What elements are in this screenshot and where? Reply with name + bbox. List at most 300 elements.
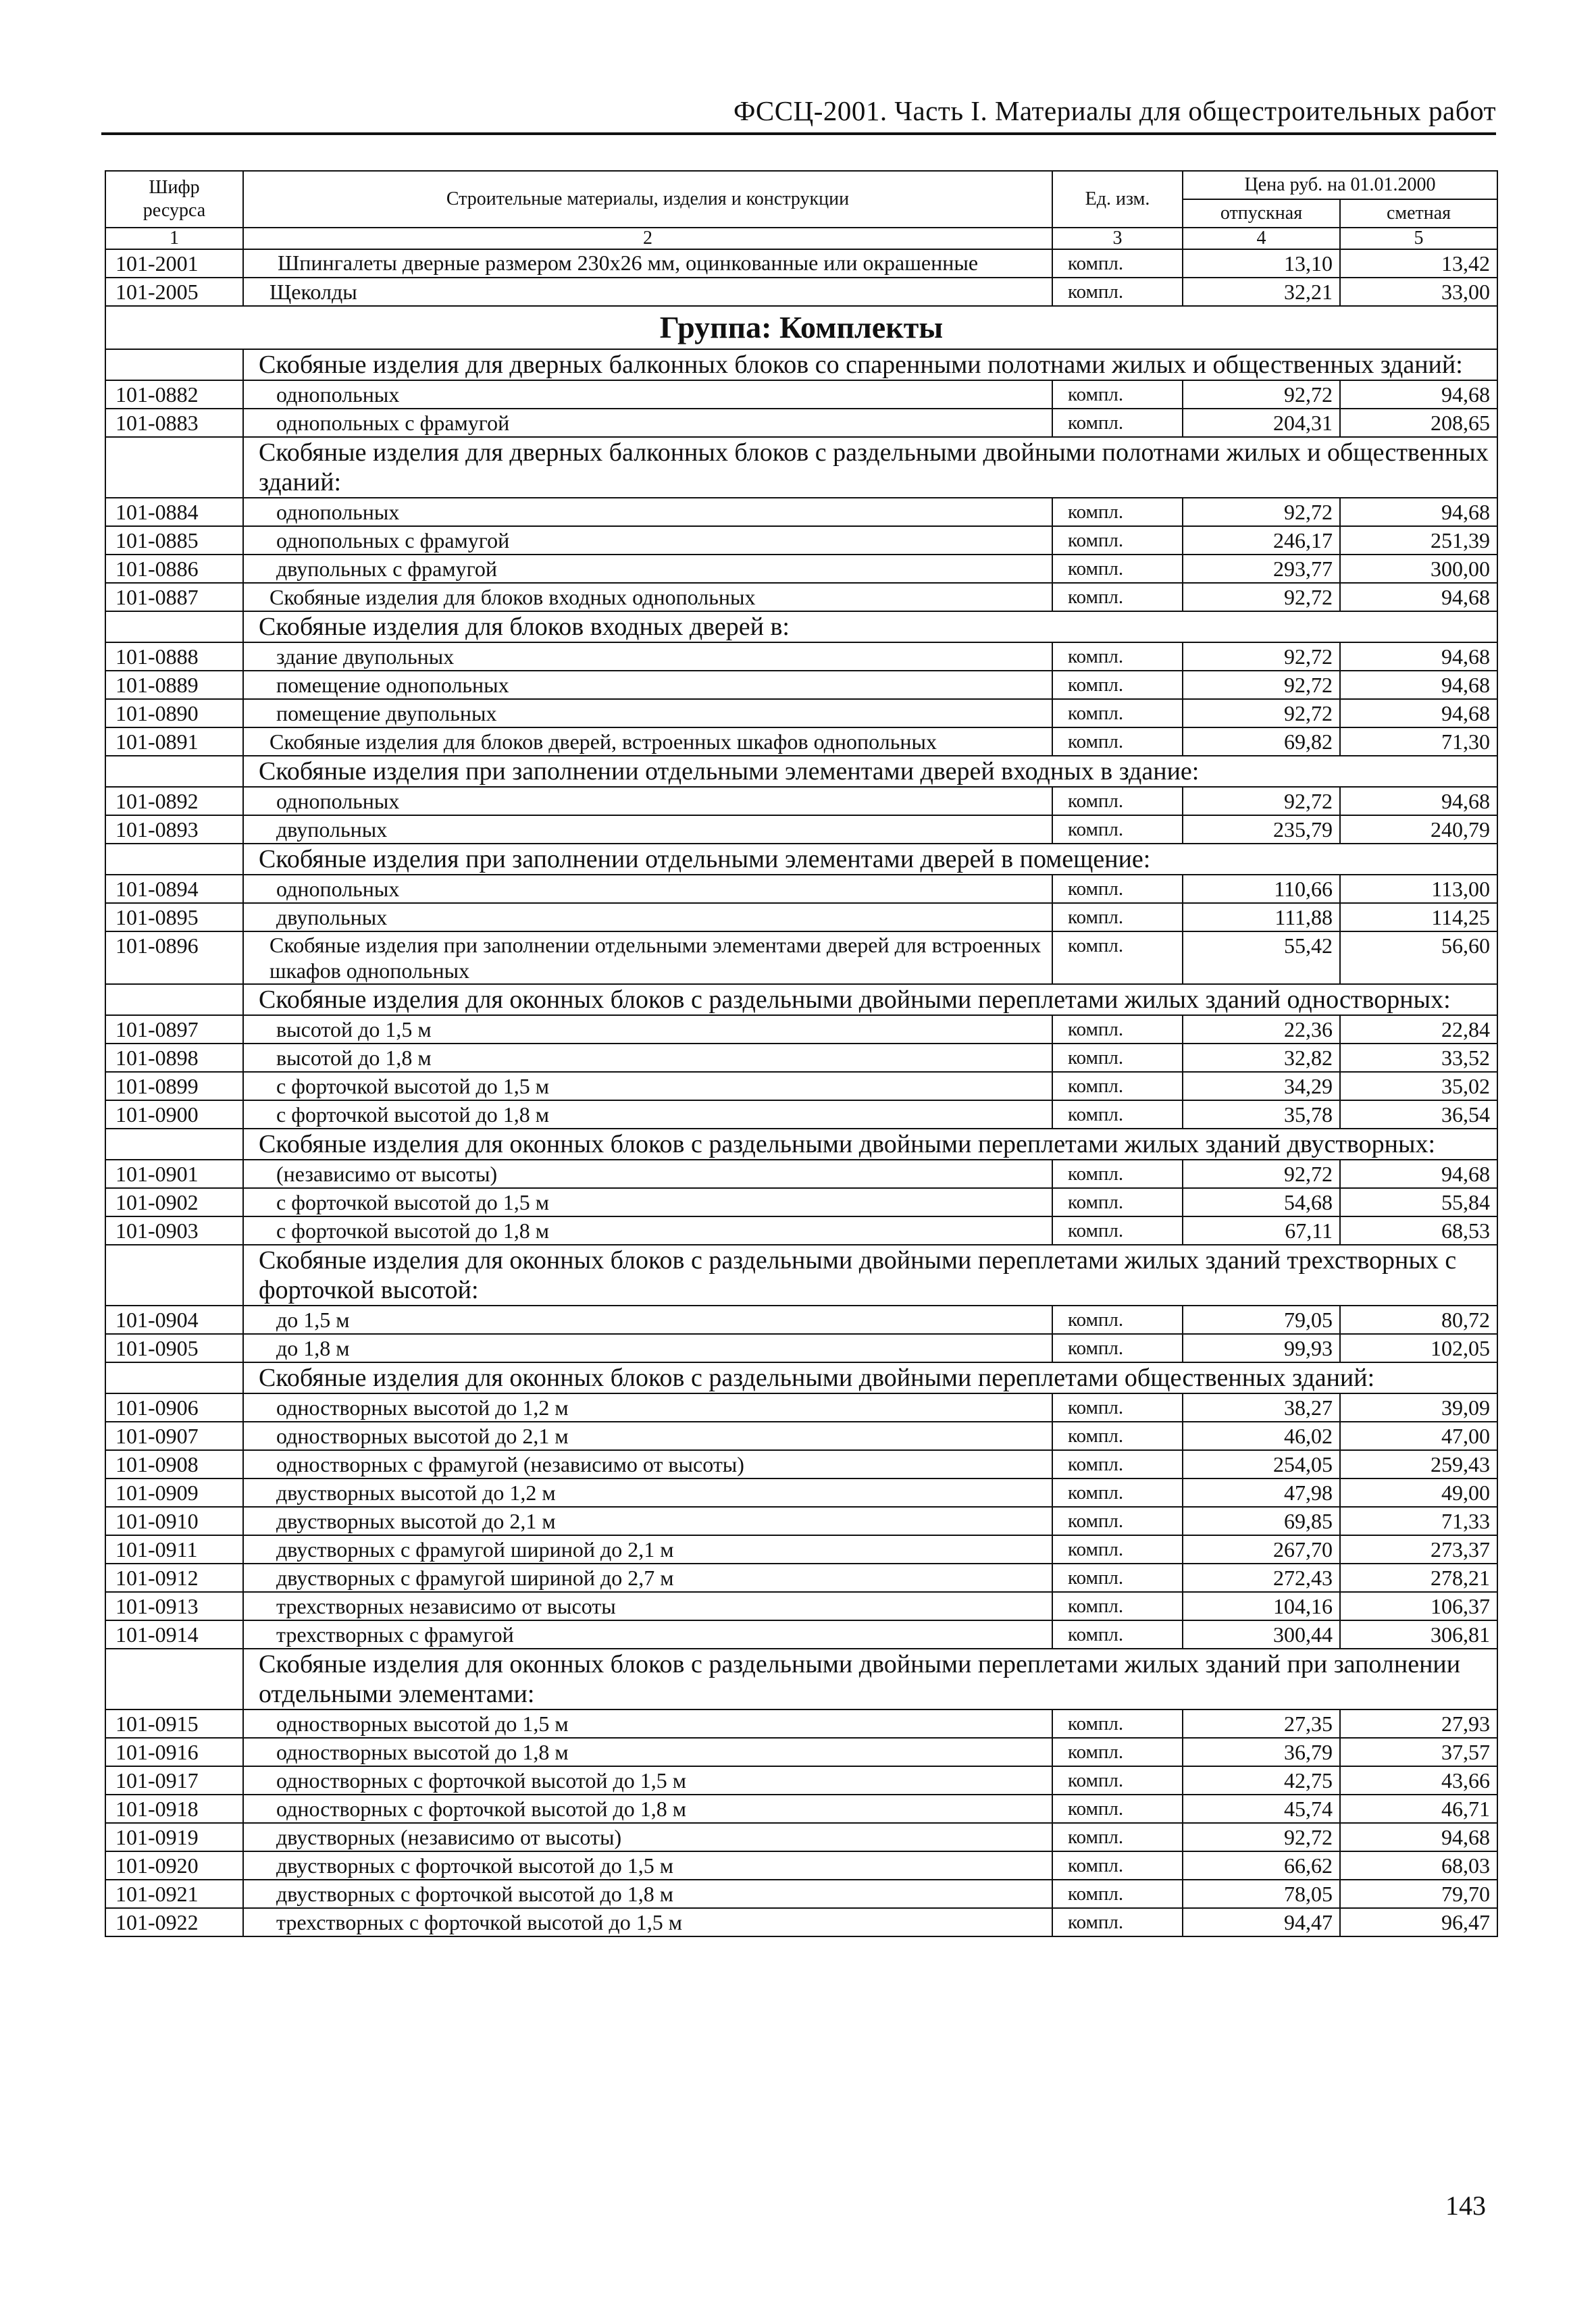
unit-of-measure: компл.: [1052, 1450, 1183, 1479]
col-number: 4: [1183, 228, 1340, 249]
release-price: 32,82: [1183, 1044, 1340, 1072]
release-price: 69,85: [1183, 1507, 1340, 1535]
section-heading-spacer: [105, 984, 243, 1015]
unit-of-measure: компл.: [1052, 931, 1183, 984]
table-row: [105, 1766, 1497, 1795]
unit-of-measure: компл.: [1052, 642, 1183, 671]
col-header-name: Строительные материалы, изделия и конструкции: [243, 171, 1052, 228]
item-name: однопольных: [243, 498, 1052, 526]
col-number: 5: [1340, 228, 1497, 249]
table-head: [105, 171, 1497, 249]
unit-of-measure: компл.: [1052, 583, 1183, 611]
col-header-release: отпускная: [1183, 199, 1340, 228]
table-row: [105, 1564, 1497, 1592]
price-table: [105, 170, 1498, 1937]
unit-of-measure: компл.: [1052, 1880, 1183, 1908]
resource-code: 101-0916: [105, 1738, 243, 1766]
section-heading: Скобяные изделия при заполнении отдельными элементами дверей в помещение:: [243, 844, 1497, 875]
col-number: 3: [1052, 228, 1183, 249]
page-number: 143: [1445, 2190, 1486, 2221]
resource-code: 101-0920: [105, 1851, 243, 1880]
release-price: 92,72: [1183, 498, 1340, 526]
column-numbers-row: [105, 228, 1497, 249]
release-price: 67,11: [1183, 1216, 1340, 1245]
estimate-price: 278,21: [1340, 1564, 1497, 1592]
section-heading: Скобяные изделия для дверных балконных блоков со спаренными полотнами жилых и общественных зданий:: [243, 349, 1497, 380]
unit-of-measure: компл.: [1052, 1823, 1183, 1851]
resource-code: 101-0884: [105, 498, 243, 526]
table-row: [105, 1044, 1497, 1072]
estimate-price: 94,68: [1340, 699, 1497, 727]
item-name: двустворных с форточкой высотой до 1,5 м: [243, 1851, 1052, 1880]
estimate-price: 71,33: [1340, 1507, 1497, 1535]
resource-code: 101-0912: [105, 1564, 243, 1592]
unit-of-measure: компл.: [1052, 1334, 1183, 1362]
release-price: 104,16: [1183, 1592, 1340, 1620]
release-price: 42,75: [1183, 1766, 1340, 1795]
resource-code: 101-0890: [105, 699, 243, 727]
release-price: 92,72: [1183, 671, 1340, 699]
resource-code: 101-0921: [105, 1880, 243, 1908]
unit-of-measure: компл.: [1052, 1160, 1183, 1188]
table-row: [105, 1479, 1497, 1507]
unit-of-measure: компл.: [1052, 1422, 1183, 1450]
unit-of-measure: компл.: [1052, 1908, 1183, 1936]
col-header-estimate: сметная: [1340, 199, 1497, 228]
item-name: Скобяные изделия для блоков входных однопольных: [243, 583, 1052, 611]
unit-of-measure: компл.: [1052, 526, 1183, 555]
section-heading: Скобяные изделия при заполнении отдельными элементами дверей входных в здание:: [243, 756, 1497, 787]
table-row: [105, 278, 1497, 306]
estimate-price: 94,68: [1340, 583, 1497, 611]
section-heading-row: [105, 1362, 1497, 1393]
table-row: [105, 787, 1497, 815]
item-name: Скобяные изделия для блоков дверей, встроенных шкафов однопольных: [243, 727, 1052, 756]
resource-code: 101-0901: [105, 1160, 243, 1188]
resource-code: 101-0897: [105, 1015, 243, 1044]
unit-of-measure: компл.: [1052, 1851, 1183, 1880]
unit-of-measure: компл.: [1052, 1188, 1183, 1216]
item-name: здание двупольных: [243, 642, 1052, 671]
unit-of-measure: компл.: [1052, 727, 1183, 756]
item-name: двупольных с фрамугой: [243, 555, 1052, 583]
release-price: 27,35: [1183, 1709, 1340, 1738]
estimate-price: 94,68: [1340, 380, 1497, 409]
release-price: 92,72: [1183, 699, 1340, 727]
col-header-code: Шифр ресурса: [105, 171, 243, 228]
unit-of-measure: компл.: [1052, 1738, 1183, 1766]
estimate-price: 22,84: [1340, 1015, 1497, 1044]
estimate-price: 43,66: [1340, 1766, 1497, 1795]
resource-code: 101-0895: [105, 903, 243, 931]
table-row: [105, 875, 1497, 903]
unit-of-measure: компл.: [1052, 1795, 1183, 1823]
resource-code: 101-2001: [105, 249, 243, 278]
resource-code: 101-0883: [105, 409, 243, 437]
estimate-price: 49,00: [1340, 1479, 1497, 1507]
release-price: 38,27: [1183, 1393, 1340, 1422]
estimate-price: 273,37: [1340, 1535, 1497, 1564]
resource-code: 101-0919: [105, 1823, 243, 1851]
item-name: до 1,8 м: [243, 1334, 1052, 1362]
estimate-price: 36,54: [1340, 1100, 1497, 1129]
item-name: двустворных высотой до 1,2 м: [243, 1479, 1052, 1507]
estimate-price: 80,72: [1340, 1306, 1497, 1334]
table-row: [105, 1535, 1497, 1564]
release-price: 92,72: [1183, 642, 1340, 671]
estimate-price: 46,71: [1340, 1795, 1497, 1823]
resource-code: 101-0904: [105, 1306, 243, 1334]
unit-of-measure: компл.: [1052, 1766, 1183, 1795]
unit-of-measure: компл.: [1052, 1100, 1183, 1129]
unit-of-measure: компл.: [1052, 409, 1183, 437]
table-row: [105, 671, 1497, 699]
unit-of-measure: компл.: [1052, 1620, 1183, 1649]
col-header-price-group: Цена руб. на 01.01.2000: [1183, 171, 1497, 199]
table-row: [105, 642, 1497, 671]
release-price: 293,77: [1183, 555, 1340, 583]
unit-of-measure: компл.: [1052, 1564, 1183, 1592]
estimate-price: 47,00: [1340, 1422, 1497, 1450]
release-price: 92,72: [1183, 1823, 1340, 1851]
table-row: [105, 555, 1497, 583]
table-row: [105, 498, 1497, 526]
release-price: 92,72: [1183, 1160, 1340, 1188]
estimate-price: 259,43: [1340, 1450, 1497, 1479]
group-title: Группа: Комплекты: [105, 306, 1497, 349]
release-price: 55,42: [1183, 931, 1340, 984]
unit-of-measure: компл.: [1052, 699, 1183, 727]
unit-of-measure: компл.: [1052, 1015, 1183, 1044]
release-price: 13,10: [1183, 249, 1340, 278]
resource-code: 101-0922: [105, 1908, 243, 1936]
table-row: [105, 1738, 1497, 1766]
estimate-price: 94,68: [1340, 498, 1497, 526]
estimate-price: 33,52: [1340, 1044, 1497, 1072]
item-name: с форточкой высотой до 1,8 м: [243, 1216, 1052, 1245]
unit-of-measure: компл.: [1052, 1507, 1183, 1535]
price-table-container: [105, 170, 1497, 1937]
item-name: Шпингалеты дверные размером 230х26 мм, оцинкованные или окрашенные: [243, 249, 1052, 278]
estimate-price: 113,00: [1340, 875, 1497, 903]
section-heading: Скобяные изделия для блоков входных дверей в:: [243, 611, 1497, 642]
estimate-price: 13,42: [1340, 249, 1497, 278]
item-name: однопольных с фрамугой: [243, 526, 1052, 555]
table-row: [105, 526, 1497, 555]
item-name: двустворных высотой до 2,1 м: [243, 1507, 1052, 1535]
item-name: помещение двупольных: [243, 699, 1052, 727]
unit-of-measure: компл.: [1052, 1044, 1183, 1072]
release-price: 99,93: [1183, 1334, 1340, 1362]
estimate-price: 94,68: [1340, 1823, 1497, 1851]
table-row: [105, 1015, 1497, 1044]
resource-code: 101-0902: [105, 1188, 243, 1216]
section-heading: Скобяные изделия для дверных балконных блоков с раздельными двойными полотнами жилых и общественных зданий:: [243, 437, 1497, 498]
resource-code: 101-0909: [105, 1479, 243, 1507]
release-price: 111,88: [1183, 903, 1340, 931]
section-heading: Скобяные изделия для оконных блоков с раздельными двойными переплетами жилых зданий одностворных:: [243, 984, 1497, 1015]
table-row: [105, 1393, 1497, 1422]
section-heading: Скобяные изделия для оконных блоков с раздельными двойными переплетами жилых зданий при заполнении отдельными элементами:: [243, 1649, 1497, 1709]
estimate-price: 68,03: [1340, 1851, 1497, 1880]
resource-code: 101-0898: [105, 1044, 243, 1072]
item-name: высотой до 1,8 м: [243, 1044, 1052, 1072]
estimate-price: 71,30: [1340, 727, 1497, 756]
resource-code: 101-0882: [105, 380, 243, 409]
unit-of-measure: компл.: [1052, 1479, 1183, 1507]
section-heading-spacer: [105, 1649, 243, 1709]
resource-code: 101-0891: [105, 727, 243, 756]
table-row: [105, 1620, 1497, 1649]
col-header-unit: Ед. изм.: [1052, 171, 1183, 228]
release-price: 300,44: [1183, 1620, 1340, 1649]
item-name: помещение однопольных: [243, 671, 1052, 699]
item-name: одностворных с форточкой высотой до 1,8 м: [243, 1795, 1052, 1823]
estimate-price: 94,68: [1340, 642, 1497, 671]
section-heading-row: [105, 756, 1497, 787]
section-heading-row: [105, 349, 1497, 380]
resource-code: 101-0887: [105, 583, 243, 611]
estimate-price: 55,84: [1340, 1188, 1497, 1216]
item-name: однопольных с фрамугой: [243, 409, 1052, 437]
section-heading-spacer: [105, 844, 243, 875]
section-heading: Скобяные изделия для оконных блоков с раздельными двойными переплетами жилых зданий двустворных:: [243, 1129, 1497, 1160]
col-number: 2: [243, 228, 1052, 249]
resource-code: 101-0913: [105, 1592, 243, 1620]
estimate-price: 114,25: [1340, 903, 1497, 931]
item-name: двустворных (независимо от высоты): [243, 1823, 1052, 1851]
resource-code: 101-0907: [105, 1422, 243, 1450]
table-row: [105, 931, 1497, 984]
unit-of-measure: компл.: [1052, 1592, 1183, 1620]
table-row: [105, 903, 1497, 931]
estimate-price: 37,57: [1340, 1738, 1497, 1766]
release-price: 45,74: [1183, 1795, 1340, 1823]
resource-code: 101-0905: [105, 1334, 243, 1362]
section-heading-spacer: [105, 1129, 243, 1160]
item-name: однопольных: [243, 875, 1052, 903]
estimate-price: 306,81: [1340, 1620, 1497, 1649]
release-price: 36,79: [1183, 1738, 1340, 1766]
table-row: [105, 699, 1497, 727]
table-row: [105, 1216, 1497, 1245]
table-row: [105, 1072, 1497, 1100]
resource-code: 101-0889: [105, 671, 243, 699]
item-name: двустворных с фрамугой шириной до 2,7 м: [243, 1564, 1052, 1592]
release-price: 54,68: [1183, 1188, 1340, 1216]
release-price: 79,05: [1183, 1306, 1340, 1334]
unit-of-measure: компл.: [1052, 671, 1183, 699]
item-name: одностворных высотой до 1,2 м: [243, 1393, 1052, 1422]
estimate-price: 39,09: [1340, 1393, 1497, 1422]
estimate-price: 79,70: [1340, 1880, 1497, 1908]
release-price: 272,43: [1183, 1564, 1340, 1592]
resource-code: 101-0899: [105, 1072, 243, 1100]
unit-of-measure: компл.: [1052, 249, 1183, 278]
table-row: [105, 1592, 1497, 1620]
release-price: 235,79: [1183, 815, 1340, 844]
release-price: 78,05: [1183, 1880, 1340, 1908]
estimate-price: 94,68: [1340, 1160, 1497, 1188]
resource-code: 101-0914: [105, 1620, 243, 1649]
item-name: двустворных с фрамугой шириной до 2,1 м: [243, 1535, 1052, 1564]
release-price: 92,72: [1183, 583, 1340, 611]
unit-of-measure: компл.: [1052, 1306, 1183, 1334]
unit-of-measure: компл.: [1052, 1535, 1183, 1564]
resource-code: 101-0886: [105, 555, 243, 583]
section-heading-row: [105, 611, 1497, 642]
unit-of-measure: компл.: [1052, 875, 1183, 903]
resource-code: 101-0911: [105, 1535, 243, 1564]
resource-code: 101-0896: [105, 931, 243, 984]
release-price: 46,02: [1183, 1422, 1340, 1450]
section-heading-row: [105, 984, 1497, 1015]
section-heading-spacer: [105, 611, 243, 642]
page-header-title: ФССЦ-2001. Часть I. Материалы для общестроительных работ: [733, 95, 1496, 126]
resource-code: 101-2005: [105, 278, 243, 306]
section-heading-spacer: [105, 756, 243, 787]
release-price: 32,21: [1183, 278, 1340, 306]
estimate-price: 94,68: [1340, 787, 1497, 815]
release-price: 66,62: [1183, 1851, 1340, 1880]
release-price: 35,78: [1183, 1100, 1340, 1129]
item-name: однопольных: [243, 380, 1052, 409]
table-row: [105, 1795, 1497, 1823]
item-name: однопольных: [243, 787, 1052, 815]
resource-code: 101-0903: [105, 1216, 243, 1245]
table-row: [105, 1100, 1497, 1129]
resource-code: 101-0892: [105, 787, 243, 815]
table-row: [105, 409, 1497, 437]
section-heading-row: [105, 1129, 1497, 1160]
table-row: [105, 1507, 1497, 1535]
table-row: [105, 1306, 1497, 1334]
item-name: с форточкой высотой до 1,8 м: [243, 1100, 1052, 1129]
section-heading-spacer: [105, 349, 243, 380]
section-heading-row: [105, 437, 1497, 498]
item-name: высотой до 1,5 м: [243, 1015, 1052, 1044]
unit-of-measure: компл.: [1052, 380, 1183, 409]
section-heading: Скобяные изделия для оконных блоков с раздельными двойными переплетами общественных зданий:: [243, 1362, 1497, 1393]
estimate-price: 240,79: [1340, 815, 1497, 844]
resource-code: 101-0888: [105, 642, 243, 671]
unit-of-measure: компл.: [1052, 278, 1183, 306]
section-heading-row: [105, 844, 1497, 875]
release-price: 267,70: [1183, 1535, 1340, 1564]
table-row: [105, 727, 1497, 756]
resource-code: 101-0910: [105, 1507, 243, 1535]
release-price: 246,17: [1183, 526, 1340, 555]
item-name: одностворных высотой до 1,5 м: [243, 1709, 1052, 1738]
group-title-row: [105, 306, 1497, 349]
unit-of-measure: компл.: [1052, 1709, 1183, 1738]
unit-of-measure: компл.: [1052, 1393, 1183, 1422]
table-row: [105, 1450, 1497, 1479]
item-name: трехстворных независимо от высоты: [243, 1592, 1052, 1620]
resource-code: 101-0917: [105, 1766, 243, 1795]
section-heading: Скобяные изделия для оконных блоков с раздельными двойными переплетами жилых зданий трехстворных с форточкой высотой:: [243, 1245, 1497, 1306]
table-row: [105, 1160, 1497, 1188]
item-name: трехстворных с фрамугой: [243, 1620, 1052, 1649]
table-row: [105, 1823, 1497, 1851]
table-row: [105, 583, 1497, 611]
unit-of-measure: компл.: [1052, 498, 1183, 526]
release-price: 92,72: [1183, 380, 1340, 409]
release-price: 34,29: [1183, 1072, 1340, 1100]
estimate-price: 96,47: [1340, 1908, 1497, 1936]
item-name: двупольных: [243, 903, 1052, 931]
unit-of-measure: компл.: [1052, 903, 1183, 931]
estimate-price: 102,05: [1340, 1334, 1497, 1362]
unit-of-measure: компл.: [1052, 815, 1183, 844]
table-row: [105, 1908, 1497, 1936]
release-price: 94,47: [1183, 1908, 1340, 1936]
item-name: двустворных с форточкой высотой до 1,8 м: [243, 1880, 1052, 1908]
unit-of-measure: компл.: [1052, 555, 1183, 583]
item-name: с форточкой высотой до 1,5 м: [243, 1188, 1052, 1216]
release-price: 69,82: [1183, 727, 1340, 756]
section-heading-spacer: [105, 1362, 243, 1393]
unit-of-measure: компл.: [1052, 1072, 1183, 1100]
table-row: [105, 1334, 1497, 1362]
estimate-price: 56,60: [1340, 931, 1497, 984]
estimate-price: 27,93: [1340, 1709, 1497, 1738]
resource-code: 101-0894: [105, 875, 243, 903]
item-name: до 1,5 м: [243, 1306, 1052, 1334]
release-price: 254,05: [1183, 1450, 1340, 1479]
estimate-price: 94,68: [1340, 671, 1497, 699]
page-header-rule: [101, 132, 1496, 135]
release-price: 110,66: [1183, 875, 1340, 903]
resource-code: 101-0885: [105, 526, 243, 555]
table-row: [105, 1709, 1497, 1738]
resource-code: 101-0915: [105, 1709, 243, 1738]
item-name: одностворных с фрамугой (независимо от высоты): [243, 1450, 1052, 1479]
resource-code: 101-0906: [105, 1393, 243, 1422]
item-name: одностворных высотой до 2,1 м: [243, 1422, 1052, 1450]
item-name: Скобяные изделия при заполнении отдельными элементами дверей для встроенных шкафов однопольных: [243, 931, 1052, 984]
section-heading-spacer: [105, 1245, 243, 1306]
table-row: [105, 249, 1497, 278]
resource-code: 101-0893: [105, 815, 243, 844]
unit-of-measure: компл.: [1052, 1216, 1183, 1245]
item-name: с форточкой высотой до 1,5 м: [243, 1072, 1052, 1100]
col-number: 1: [105, 228, 243, 249]
resource-code: 101-0918: [105, 1795, 243, 1823]
release-price: 22,36: [1183, 1015, 1340, 1044]
estimate-price: 300,00: [1340, 555, 1497, 583]
section-heading-row: [105, 1649, 1497, 1709]
unit-of-measure: компл.: [1052, 787, 1183, 815]
release-price: 204,31: [1183, 409, 1340, 437]
item-name: одностворных высотой до 1,8 м: [243, 1738, 1052, 1766]
item-name: (независимо от высоты): [243, 1160, 1052, 1188]
item-name: двупольных: [243, 815, 1052, 844]
resource-code: 101-0908: [105, 1450, 243, 1479]
release-price: 92,72: [1183, 787, 1340, 815]
release-price: 47,98: [1183, 1479, 1340, 1507]
resource-code: 101-0900: [105, 1100, 243, 1129]
item-name: Щеколды: [243, 278, 1052, 306]
estimate-price: 251,39: [1340, 526, 1497, 555]
estimate-price: 35,02: [1340, 1072, 1497, 1100]
estimate-price: 106,37: [1340, 1592, 1497, 1620]
table-body: [105, 249, 1497, 1936]
section-heading-spacer: [105, 437, 243, 498]
estimate-price: 208,65: [1340, 409, 1497, 437]
section-heading-row: [105, 1245, 1497, 1306]
table-row: [105, 1851, 1497, 1880]
